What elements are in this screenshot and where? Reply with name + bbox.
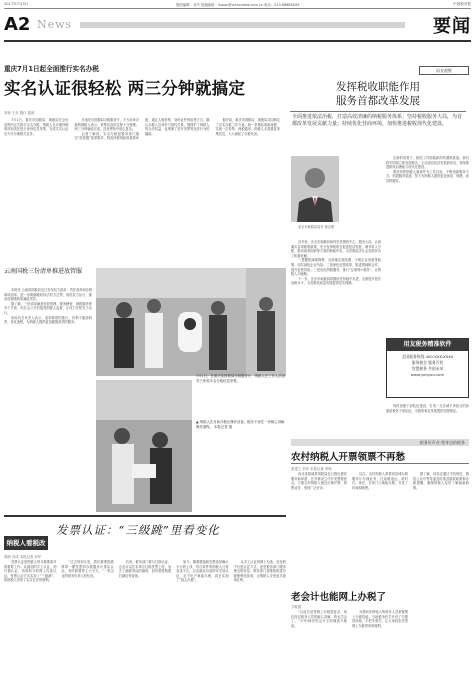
paragraph: 如今，随着增值税发票选择确认平台的上线，符合条件的纳税人只需登录平台，点击鼠标勾选即可完成认证，足不出户就能办理，真正实现了“指尖办税”。	[176, 560, 229, 583]
lead-kicker: 重庆7月1日起全面推行实名办税	[4, 65, 99, 73]
paragraph: 近年来，北京市地税局始终坚持围绕中心、服务大局，认真落实各项税收政策，充分发挥税收在促进经济发展、调节收入分配、推动改革创新等方面的职能作用，为首都经济社会发展作出了积极贡献。	[291, 240, 381, 258]
paragraph: 为帮助年龄较大的财务人员掌握网上办税技能，当地税务机关开设了专题培训班，手把手教学，让大家轻松享受网上办税带来的便利。	[352, 610, 408, 628]
sidebar-body-right	[386, 156, 469, 340]
rural-headline[interactable]: 农村纳税人开票领票不再愁	[291, 452, 406, 463]
rural-rule	[291, 463, 469, 464]
ad-body	[387, 351, 468, 378]
advertisement[interactable]	[386, 338, 469, 398]
photo-people-icon	[96, 268, 246, 376]
rural-byline: 张建立 刘华 本报记者 李明	[291, 467, 332, 471]
lead-body	[4, 118, 280, 258]
photo-side[interactable]	[246, 268, 286, 376]
lead-headline[interactable]: 实名认证很轻松 两三分钟就搞定	[4, 79, 246, 98]
paragraph: 从手工认证到网上勾选，变化的不仅是认证方式，更是税务部门服务理念的转变。税务部门将继续推进办税便利化改革，让纳税人享受更多改革红利。	[233, 560, 286, 583]
photo-service-hall[interactable]	[96, 268, 246, 376]
brief-headline[interactable]: 云南国税三份清单推进放管服	[4, 268, 83, 275]
ad-line: 全国服务热线 400-XXX-XXXX	[401, 354, 454, 359]
lead-byline: 刘祎 王东 殷仔 钱晨	[4, 111, 35, 115]
sidebar-body-bottom	[386, 404, 469, 434]
brief-body	[4, 288, 92, 510]
sidebar-headline[interactable]	[287, 80, 469, 108]
feature-headline[interactable]: 发票认证：“三级跳”里看变化	[56, 523, 220, 537]
sidebar-headline-line-2: 服务首都改革发展	[336, 95, 420, 107]
ad-line: 智慧税务 共创未来	[411, 366, 444, 371]
rural-body	[291, 472, 469, 584]
accountant-byline: 方敏霞	[291, 605, 302, 609]
paragraph: 在新的形势下，税收工作面临新的机遇和挑战。我们将牢固树立新发展理念，主动适应经济发展新常态，持续推进税收治理能力现代化建设。	[386, 156, 469, 170]
director-portrait	[291, 156, 339, 222]
accountant-body	[291, 610, 469, 682]
paragraph: 同时加强干部队伍建设，打造一支忠诚干净担当的高素质税务干部队伍，为税收事业发展提供坚强保证。	[386, 404, 469, 413]
photo-caption: 7月1日，在重庆某国税局办税服务厅，纳税人在工作人员指导下体验实名办税信息采集。	[196, 374, 286, 383]
ad-link[interactable]: www.yonyou.com	[410, 372, 445, 377]
header-band	[80, 22, 405, 28]
paragraph: 据了解，三份清单涵盖征收管理、税务稽查、纳税服务等多个方面，向社会公开后接受纳税人监督，让权力在阳光下运行。	[4, 301, 92, 315]
paragraph: 据了解，该局还通过手机短信、微信公众号等渠道及时推送税收政策和办税提醒，确保纳税人及时了解最新政策。	[413, 472, 469, 490]
paragraph: 以往，农村纳税人需要到县城办税服务厅办理业务，往返路途远、耗时长。现在，在家门口就能办理，节省了时间和路费。	[352, 472, 408, 490]
person-portrait-icon	[291, 156, 339, 222]
column-bar-label: 税务好声音·我身边的税务	[419, 440, 465, 445]
paragraph: “以前总觉得网上办税很复杂，现在经过税务人员的耐心讲解，我也学会了。”今年58岁的会计王阿姨高兴地说。	[291, 610, 347, 628]
accountant-headline[interactable]: 老会计也能网上办税了	[291, 592, 387, 603]
paragraph: 一是聚焦减税降费，全面落实营改增、小微企业优惠等政策，切实减轻企业负担；二是深化征管改革，推进国地税合作，提升征管效能；三是优化纳税服务，推行“互联网+税务”，让纳税人少跑路。	[291, 258, 381, 277]
editor-contacts: 版面编辑：邓华 投稿邮箱：liupan@cctaxnews.com.cn 电话：010-68688XXX	[176, 3, 300, 7]
paragraph: 发票认证是纳税人每月都要面对的重要工作。从最初的手工认证，到扫描认证，再到如今的网上勾选认证，发票认证方式实现了“三级跳”，给纳税人带来了实实在在的便利。	[4, 560, 57, 583]
paragraph: “过去每到月底，我们都要抱着厚厚一摞发票到办税服务厅排队认证，有时候要等上大半天。”一家企业的财务负责人回忆说。	[61, 560, 114, 578]
feature-rule	[4, 515, 286, 517]
page-number: A2	[4, 14, 31, 35]
ad-line: 服务税企 服务百姓	[411, 360, 444, 365]
paragraph: 后来，税务部门推行扫描认证，企业可以在本单位扫描发票上传，省去了跑税务局的麻烦，但仍需要购置扫描仪等设备。	[118, 560, 172, 578]
paper-name: 中国税务报	[453, 2, 471, 6]
feature-byline: 胡润 闫成 本报记者 刘华	[4, 555, 42, 559]
photo-person-icon	[246, 268, 286, 376]
photo-self-service[interactable]	[96, 380, 192, 512]
paragraph: 据介绍，重庆市国税局、地税局共同制定了实名办税工作方案，统一采集标准和流程，实现一次采集、两税通用，纳税人无需重复采集信息，大大减轻了办税负担。	[215, 118, 280, 136]
top-rule	[4, 8, 471, 9]
sidebar-rule	[290, 111, 466, 112]
photo-collage	[96, 268, 286, 512]
sidebar-tag: 局长视野	[419, 66, 469, 75]
paragraph: 下一步，北京市地税局将继续坚持稳中求进，全面提升依法治税水平，为首都高质量发展提供坚实保障。	[291, 276, 381, 286]
section-name-cn: 要闻	[433, 16, 471, 37]
paragraph: 记者了解到，实名办税是税务部门落实“放管服”改革要求、防范涉税风险的重要举措，通过人像采集、身份证件核验等方式，确认办税人员身份与授权关系，既保护了纳税人的合法权益，也堵塞了虚开发票等违法行为的漏洞。	[74, 118, 210, 141]
paragraph: 该局有关负责人表示，清单制度的推行，有利于厘清职责、优化流程，为纳税人提供更加便捷高效的服务。	[4, 315, 92, 325]
paragraph: 河北省临城县国税局近日推出便民服务新举措，在乡镇设立代开发票便民点，方便农村纳税人就近办理开票、领票业务，受到广泛好评。	[291, 472, 347, 490]
paragraph: 7月1日，重庆市国税局、地税局在全市范围内正式推行实名办税，纳税人在办理涉税事项前须先进行身份信息采集，完成实名认证后方可办理相关业务。	[4, 118, 69, 136]
masthead-rule	[4, 40, 471, 42]
masthead	[0, 0, 475, 44]
sidebar-headline-line-1: 发挥税收职能作用	[336, 81, 420, 93]
paragraph: 本报讯 云南省国税局近日发布权力清单、责任清单和办税事项清单，进一步明确税收执法权力边界，规范权力运行，推动放管服改革落地见效。	[4, 288, 92, 302]
photo-caption: ▲ 纳税人在自助办税区操作设备，税务干部在一旁耐心讲解操作流程。 本报记者 摄	[196, 420, 285, 429]
photo-people-icon	[96, 380, 192, 512]
column-logo: 纳税人看税改	[4, 536, 48, 550]
ad-title: 用友税务精准软件	[387, 339, 468, 351]
paragraph: 要坚持把纳税人满意作为工作目标，不断创新服务方式，拓展服务渠道，努力为纳税人提供更加优质、便捷、高效的服务。	[386, 169, 469, 183]
column-bar	[291, 439, 469, 446]
publication-date: 2017年7月5日	[4, 2, 29, 6]
sidebar-summary: 全面推进依法治税，打造高效清廉的纳税服务体系；坚持税收服务大局，为首都改革发展贡献力量；持续优化营商环境，加快推进税收现代化建设。	[292, 114, 463, 127]
paragraph: 在南岸区国税局办税服务厅，不少前来办税的纳税人表示，采集信息的过程十分便捷，两三分钟就能完成，没有想象中那么复杂。	[74, 118, 139, 132]
feature-body	[4, 560, 286, 682]
portrait-caption: 北京市地税局局长 杨志强	[297, 225, 335, 229]
section-name-en: News	[37, 18, 73, 31]
